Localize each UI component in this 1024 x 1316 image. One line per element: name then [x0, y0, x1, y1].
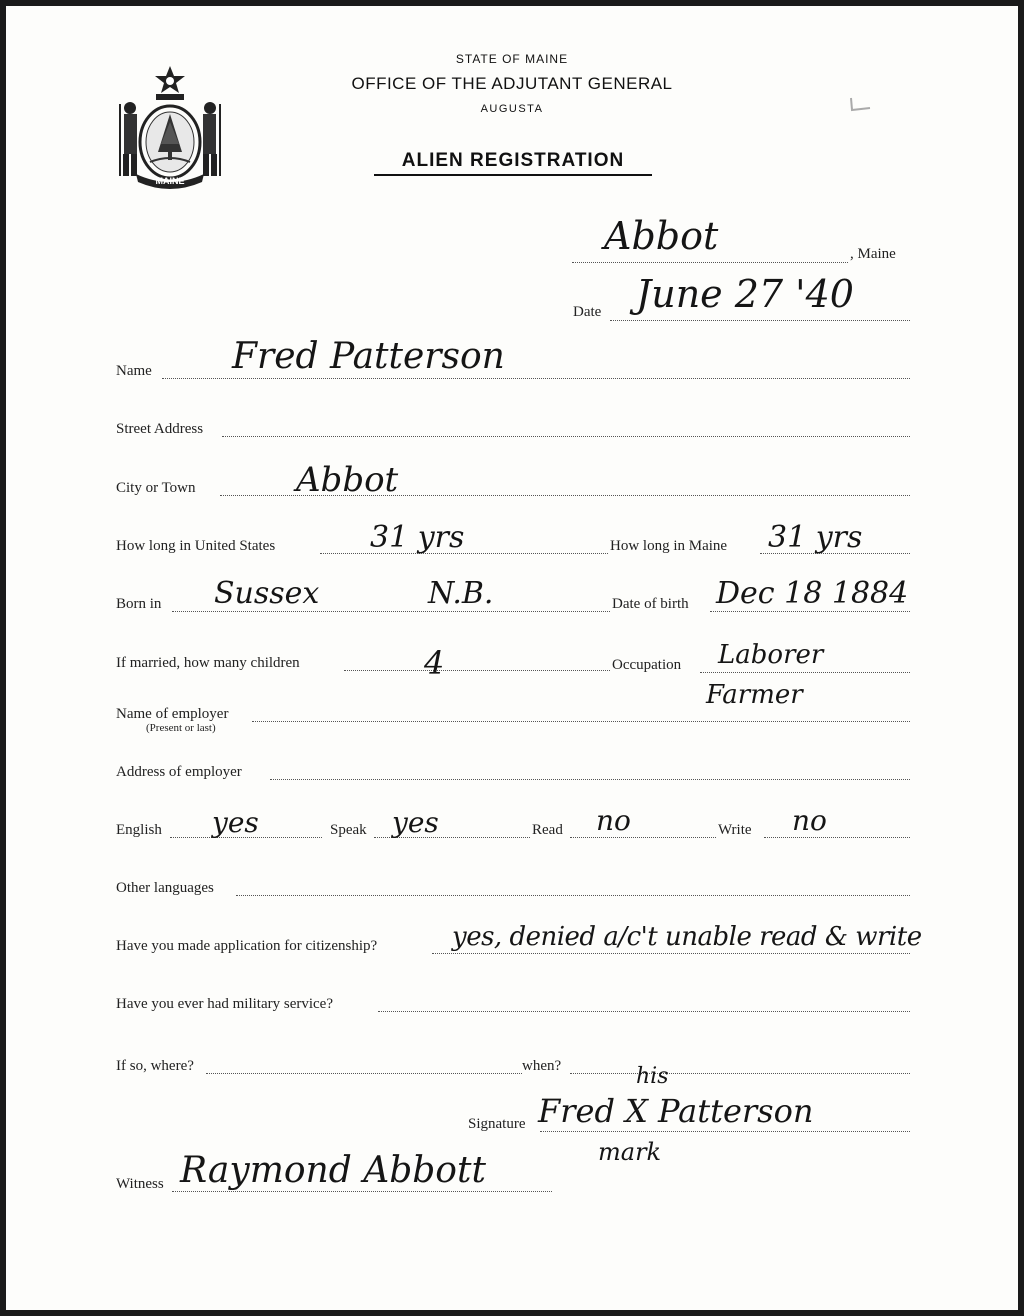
born-in-line [172, 611, 610, 612]
english-label: English [116, 822, 162, 838]
employer-address-line [270, 779, 910, 780]
date-label: Date [573, 304, 602, 320]
born-in-value: Sussex [214, 576, 320, 611]
speak-label: Speak [330, 822, 367, 838]
date-line [610, 320, 910, 321]
name-value: Fred Patterson [232, 336, 505, 377]
write-value: no [792, 804, 827, 837]
read-label: Read [532, 822, 563, 838]
read-value: no [596, 804, 631, 837]
city-label: City or Town [116, 480, 196, 496]
write-line [764, 837, 910, 838]
check-mark-icon [848, 96, 874, 116]
occupation-label: Occupation [612, 657, 682, 673]
signature-value: Fred X Patterson [538, 1092, 814, 1130]
children-label: If married, how many children [116, 655, 300, 671]
born-in-label: Born in [116, 596, 162, 612]
occupation-line [700, 672, 910, 673]
write-label: Write [718, 822, 752, 838]
children-value: 4 [424, 644, 445, 682]
employer-line [252, 721, 910, 722]
other-languages-line [236, 895, 910, 896]
where-label: If so, where? [116, 1058, 194, 1074]
place-suffix: , Maine [850, 246, 896, 262]
witness-line [172, 1191, 552, 1192]
us-duration-label: How long in United States [116, 538, 276, 554]
place-value: Abbot [604, 214, 719, 258]
citizenship-value: yes, denied a/c't unable read & write [452, 922, 922, 952]
citizenship-label: Have you made application for citizenship? [116, 938, 378, 954]
when-line [570, 1073, 910, 1074]
street-line [222, 436, 910, 437]
name-line [162, 378, 910, 379]
svg-text:MAINE: MAINE [155, 176, 185, 186]
english-value: yes [212, 806, 259, 839]
date-value: June 27 '40 [636, 272, 854, 316]
employer-sublabel: (Present or last) [146, 722, 216, 734]
born-in-province-value: N.B. [428, 576, 494, 611]
children-line [344, 670, 610, 671]
when-label: when? [522, 1058, 562, 1074]
other-languages-label: Other languages [116, 880, 214, 896]
citizenship-line [432, 953, 910, 954]
city-value: Abbot [296, 460, 399, 500]
dob-value: Dec 18 1884 [716, 576, 909, 611]
dob-label: Date of birth [612, 596, 689, 612]
state-heading: STATE OF MAINE [455, 52, 569, 66]
where-line [206, 1073, 522, 1074]
occupation-value-2: Farmer [706, 680, 803, 710]
name-label: Name [116, 363, 152, 379]
street-label: Street Address [116, 421, 204, 437]
form-title: ALIEN REGISTRATION [374, 150, 652, 176]
dob-line [710, 611, 910, 612]
signature-label: Signature [468, 1116, 526, 1132]
employer-address-label: Address of employer [116, 764, 242, 780]
maine-duration-value: 31 yrs [768, 520, 863, 555]
signature-his: his [636, 1064, 669, 1089]
place-line [572, 262, 848, 263]
signature-mark: mark [598, 1138, 662, 1166]
read-line [570, 837, 716, 838]
military-line [378, 1011, 910, 1012]
speak-value: yes [392, 806, 439, 839]
witness-label: Witness [116, 1176, 164, 1192]
occupation-value: Laborer [718, 640, 824, 670]
employer-label: Name of employer [116, 706, 229, 722]
military-label: Have you ever had military service? [116, 996, 333, 1012]
witness-value: Raymond Abbott [180, 1150, 486, 1191]
office-heading: OFFICE OF THE ADJUTANT GENERAL [351, 74, 673, 93]
city-heading: AUGUSTA [480, 103, 544, 115]
signature-line [540, 1131, 910, 1132]
maine-duration-label: How long in Maine [610, 538, 728, 554]
us-duration-value: 31 yrs [370, 520, 465, 555]
